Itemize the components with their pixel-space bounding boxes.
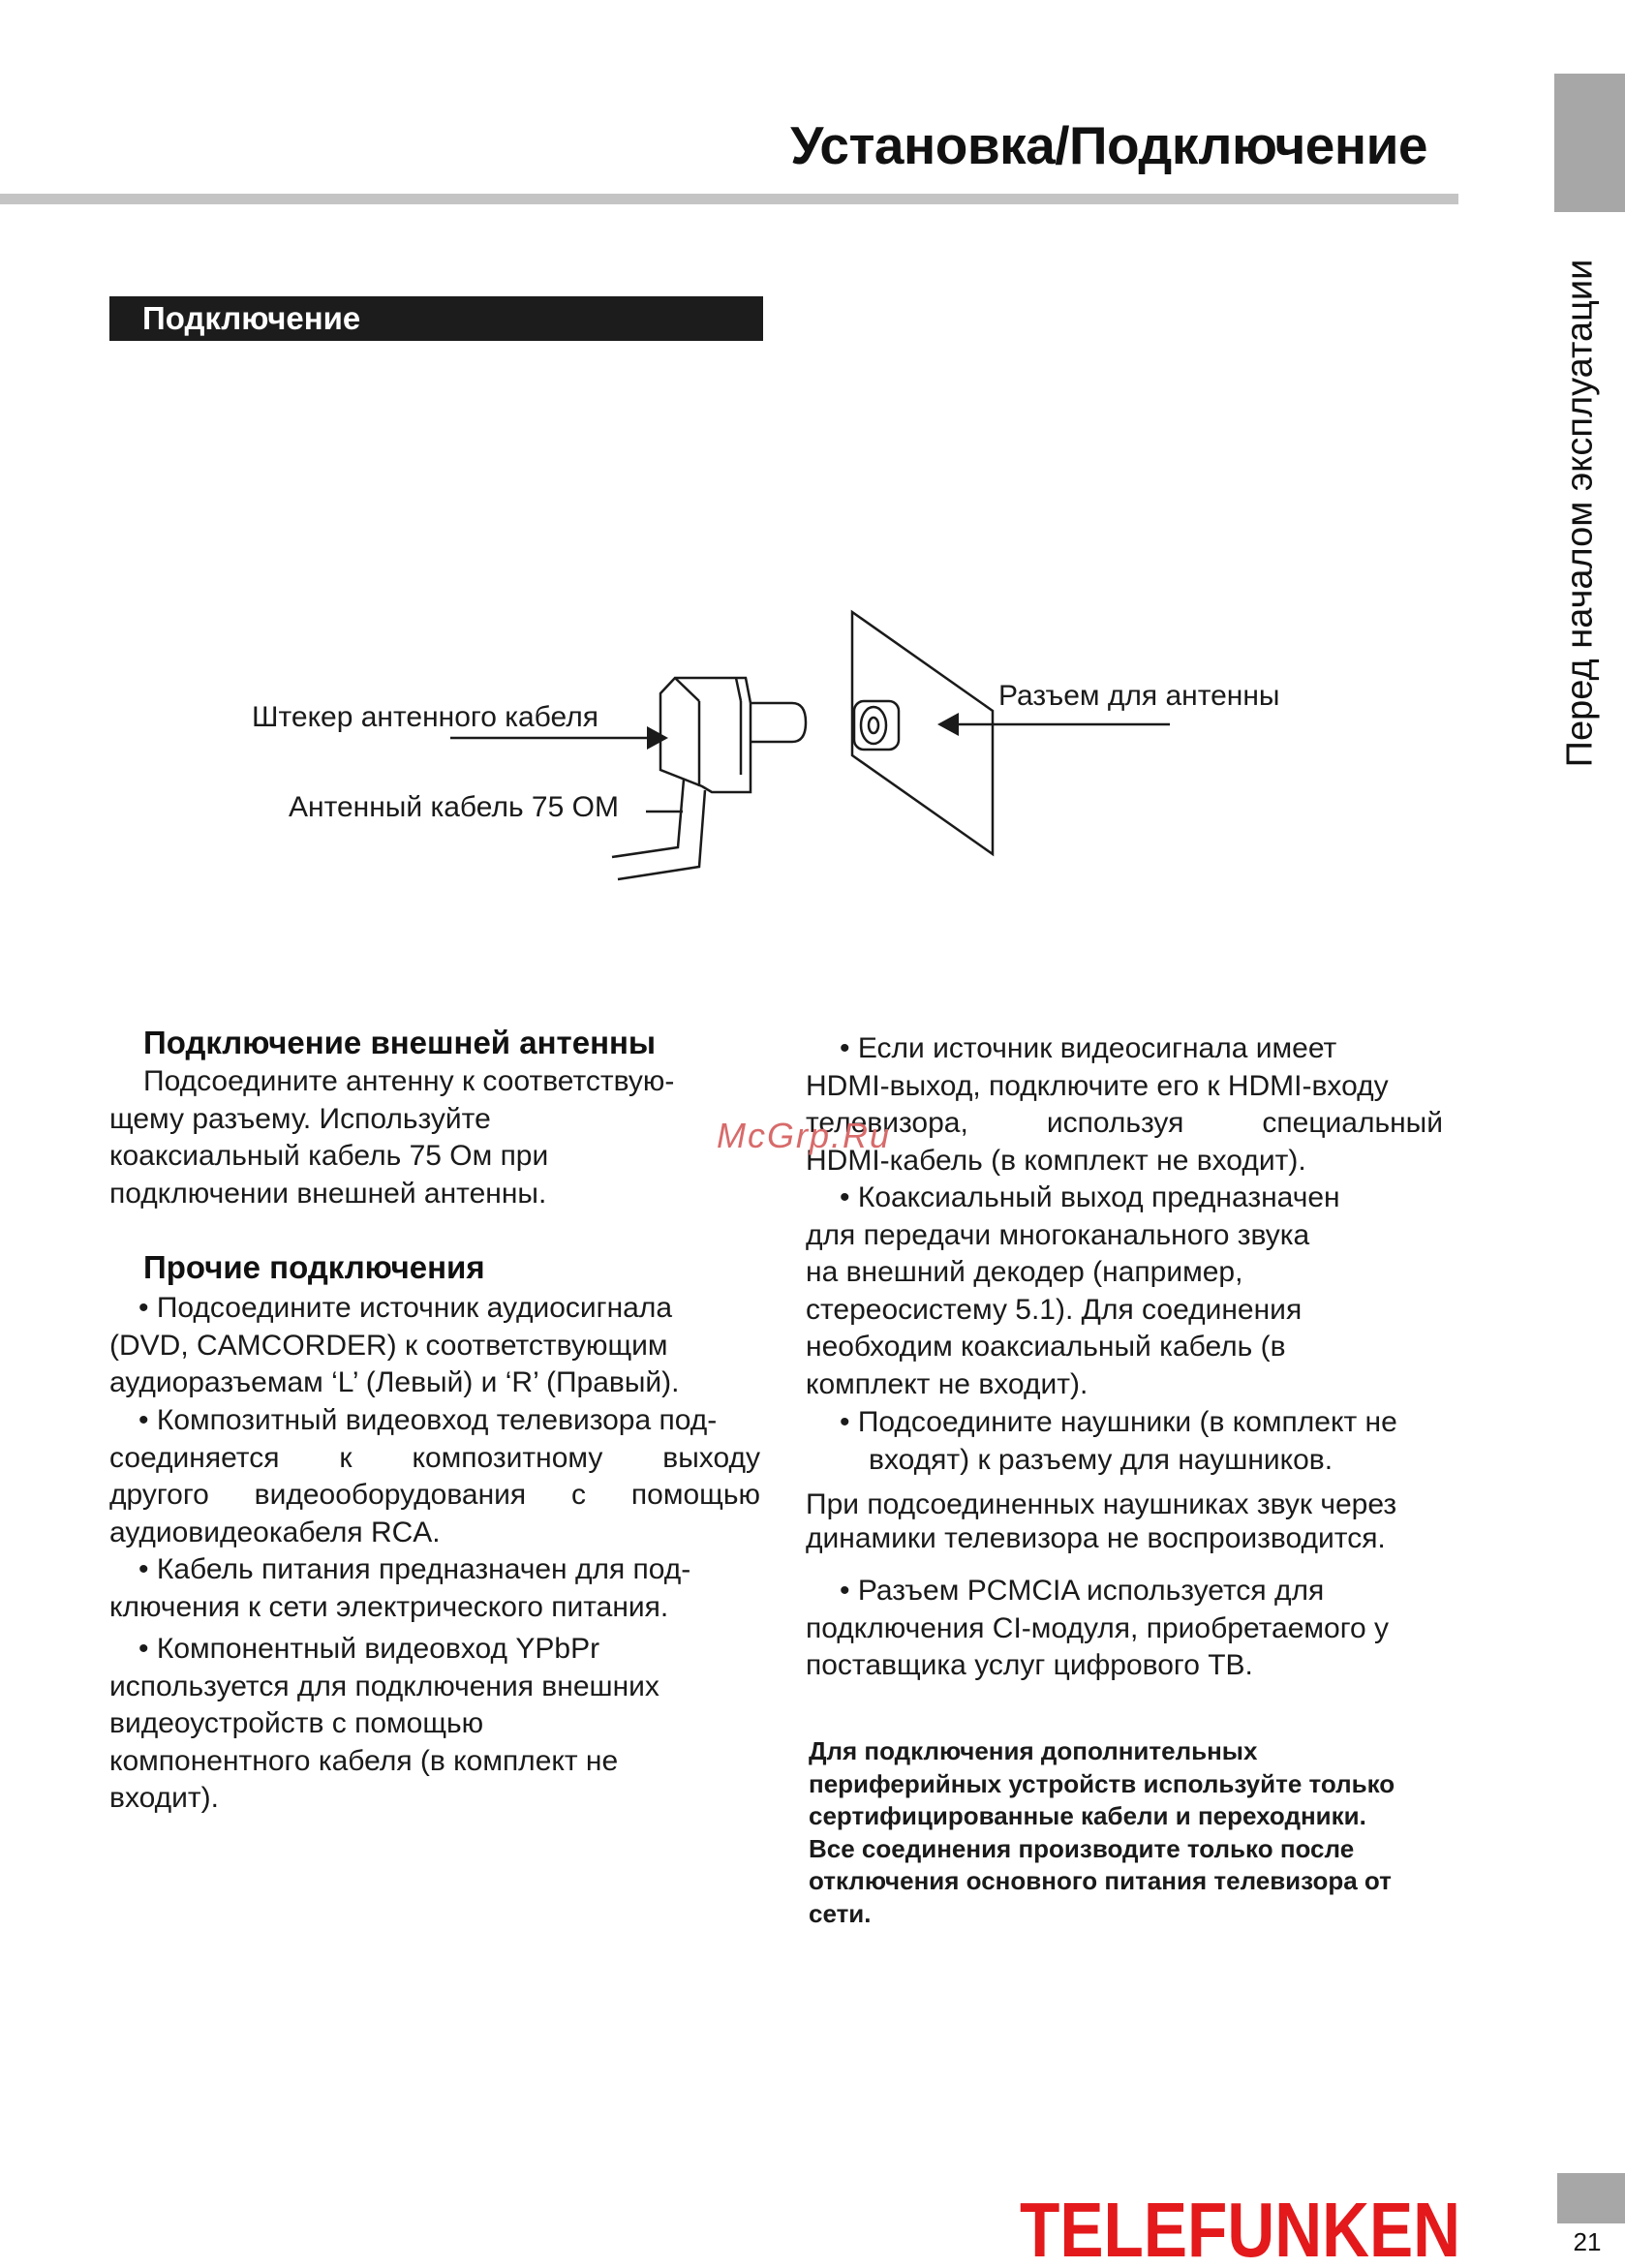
- power-cable-bullet: • Кабель питания предназначен для под- ключения к сети электрического питания.: [109, 1553, 691, 1623]
- brand-logo-text: TELEFUNKEN: [1020, 2187, 1460, 2268]
- page-number: 21: [1573, 2227, 1602, 2256]
- audio-bullet: • Подсоедините источник аудиосигнала (DVD, CAMCORDER) к соответствующим аудиоразъемам ‘L’ (Левый) и ‘R’ (Правый).: [109, 1292, 680, 1398]
- telefunken-logo: [1017, 2187, 1462, 2268]
- cable-label: Антенный кабель 75 ОМ: [289, 791, 619, 823]
- page-number-tab: [1557, 2173, 1625, 2223]
- plug-arrow: [647, 726, 668, 750]
- composite-bullet: • Композитный видеовход телевизора под- соединяется к композитному выходу другого видеооборудования с помощью аудиовидеокабеля RCA.: [109, 1404, 760, 1548]
- headphones-bullet: • Подсоедините наушники (в комплект не входят) к разъему для наушников.: [840, 1406, 1397, 1476]
- other-connections-heading: Прочие подключения: [143, 1249, 485, 1285]
- socket-arrow: [937, 713, 959, 736]
- antenna-cable: [612, 780, 684, 857]
- title-divider: [0, 194, 1458, 204]
- hdmi-bullet: • Если источник видеосигнала имеет HDMI-выход, подключите его к HDMI-входу телевизора, используя специальный HDMI-кабель (в комплект не входит).: [806, 1032, 1443, 1177]
- coaxial-bullet: • Коаксиальный выход предназначен для передачи многоканального звука на внешний декодер (например, стереосистему 5.1). Для соединения необходим коаксиальный кабель (в комплект не входит).: [806, 1181, 1340, 1400]
- socket-pin: [869, 718, 878, 733]
- page-title: Установка/Подключение: [790, 115, 1427, 175]
- component-bullet: • Компонентный видеовход YPbPr используется для подключения внешних видеоустройств с помощью компонентного кабеля (в комплект не входит).: [109, 1633, 659, 1814]
- section-header: [109, 296, 763, 341]
- external-antenna-heading: Подключение внешней антенны: [143, 1025, 657, 1060]
- external-antenna-text: Подсоедините антенну к соответствую- щему разъему. Используйте коаксиальный кабель 75 Ом при подключении внешней антенны.: [109, 1065, 675, 1210]
- watermark-text: McGrp.Ru: [717, 1116, 892, 1155]
- safety-note: Для подключения дополнительных периферийных устройств используйте только сертифицированные кабели и переходники. Все соединения производите только после отключения основного питания телевизора от сети.: [809, 1736, 1395, 1928]
- socket-ring: [861, 707, 886, 744]
- antenna-connection-diagram: [0, 581, 1625, 930]
- socket-label: Разъем для антенны: [998, 680, 1280, 712]
- plug-tip: [751, 703, 806, 742]
- section-title: Подключение: [142, 300, 361, 336]
- side-tab-label: Перед началом эксплуатации: [1559, 259, 1601, 768]
- plug-body: [660, 678, 751, 792]
- pcmcia-bullet: • Разъем PCMCIA используется для подключения CI-модуля, приобретаемого у поставщика услуг цифрового ТВ.: [806, 1575, 1390, 1681]
- plug-label: Штекер антенного кабеля: [252, 701, 598, 733]
- headphones-note: При подсоединенных наушниках звук через динамики телевизора не воспроизводится.: [806, 1488, 1397, 1554]
- side-tab-marker: [1554, 74, 1625, 212]
